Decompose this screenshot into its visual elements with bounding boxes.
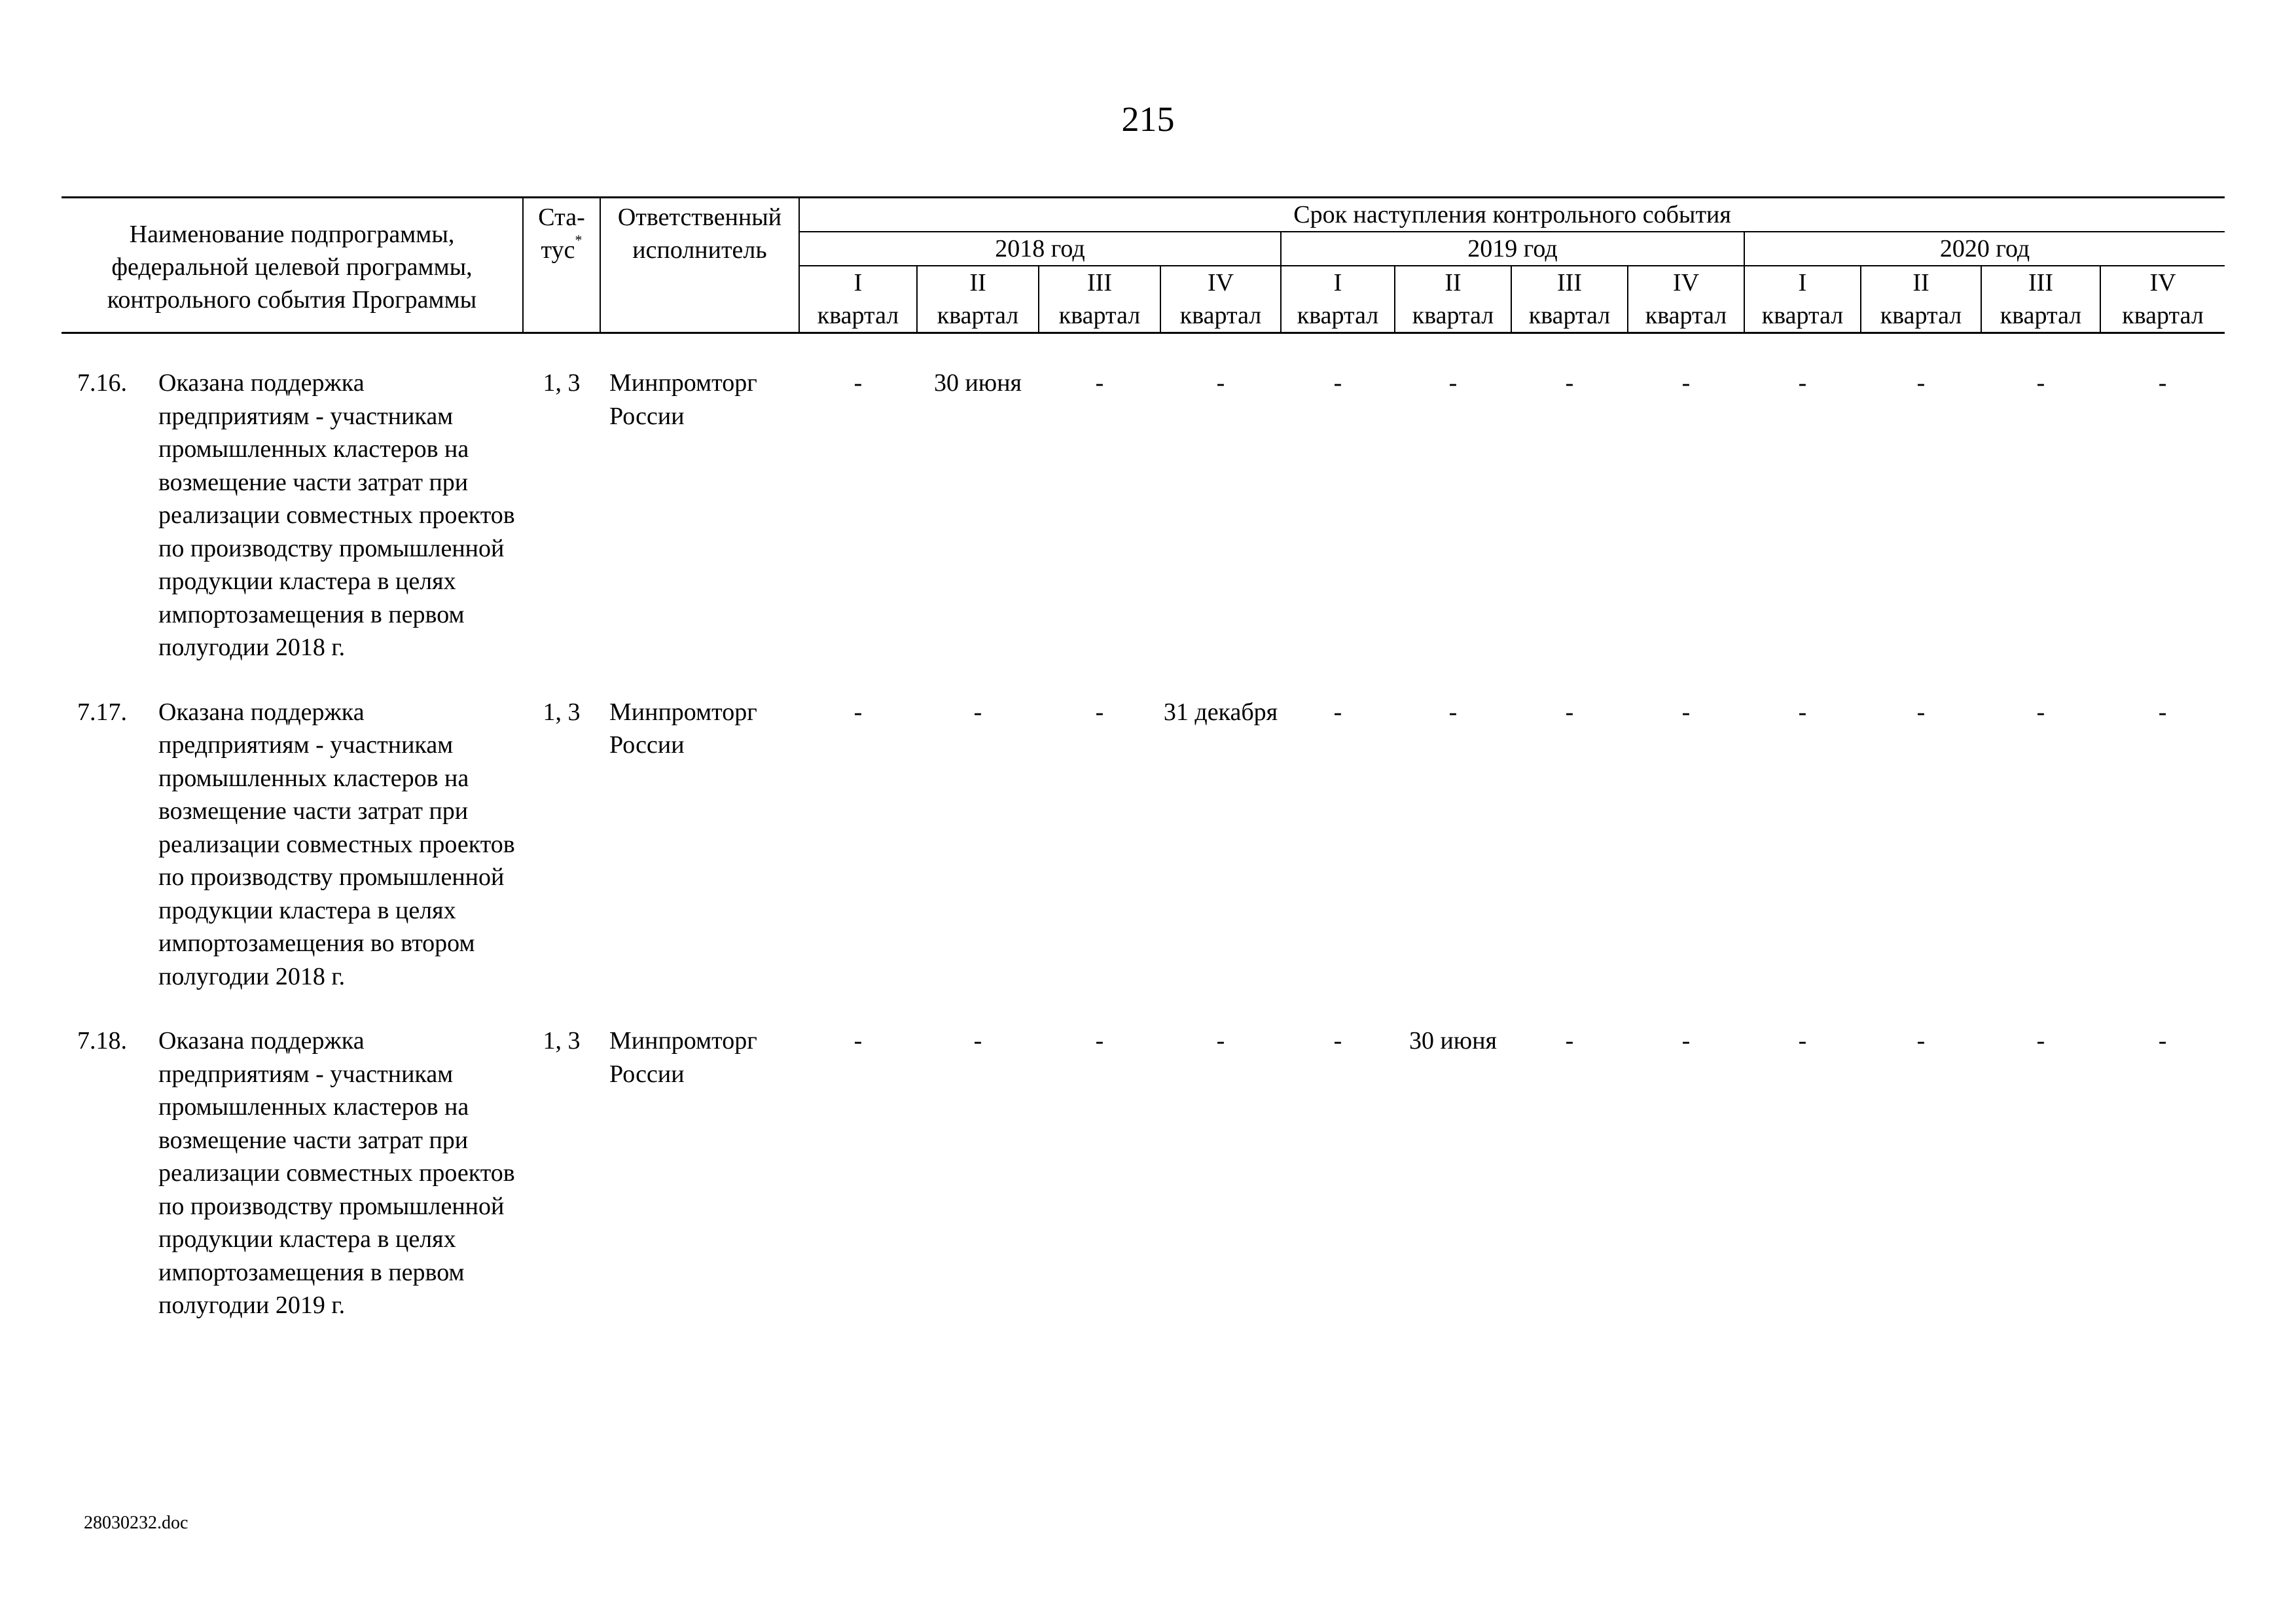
quarter-value: - [853, 698, 863, 726]
event-number: 7.18. [77, 1027, 127, 1055]
quarter-numeral: IV [2149, 269, 2176, 297]
header-quarter [1861, 266, 1981, 333]
quarter-word: квартал [2000, 302, 2082, 329]
event-name-cell [62, 664, 523, 994]
quarter-value: 30 июня [1408, 1027, 1498, 1055]
quarter-numeral: II [1444, 269, 1462, 297]
quarter-numeral: II [969, 269, 986, 297]
quarter-value: - [853, 1027, 863, 1055]
quarter-word: квартал [817, 302, 899, 329]
quarter-value: - [1916, 698, 1926, 726]
quarter-value: - [2158, 1027, 2167, 1055]
quarter-numeral: II [1912, 269, 1929, 297]
event-name-cell [62, 333, 523, 664]
quarter-word: квартал [1179, 302, 1262, 329]
header-quarter [917, 266, 1039, 333]
quarter-value: - [1333, 698, 1342, 726]
quarter-word: квартал [1058, 302, 1141, 329]
header-quarter [1160, 266, 1281, 333]
header-year-2019: 2019 год [1281, 232, 1744, 266]
quarter-word: квартал [1880, 302, 1962, 329]
quarter-value: - [1448, 698, 1458, 726]
quarter-value: - [1333, 369, 1342, 397]
quarter-value: - [1565, 369, 1574, 397]
quarter-numeral: I [1333, 269, 1342, 297]
header-name: Наименование подпрограммы, федеральной целевой программы, контрольного события Программы [62, 198, 523, 333]
event-responsible: Минпромторг России [609, 369, 757, 430]
quarter-numeral: I [1798, 269, 1807, 297]
header-year-2018: 2018 год [799, 232, 1281, 266]
quarter-numeral: III [1557, 269, 1582, 297]
header-quarter [1395, 266, 1511, 333]
header-quarter [1628, 266, 1744, 333]
quarter-value: - [1095, 369, 1104, 397]
event-status: 1, 3 [543, 369, 581, 397]
quarter-value: 30 июня [933, 369, 1022, 397]
header-quarter [799, 266, 917, 333]
header-quarter [1039, 266, 1160, 333]
header-status [523, 198, 600, 333]
header-status-footnote-mark: * [575, 232, 583, 249]
quarter-value: - [1095, 1027, 1104, 1055]
quarter-value: - [973, 698, 982, 726]
quarter-word: квартал [2122, 302, 2204, 329]
table-row [62, 333, 2225, 664]
event-name: Оказана поддержка предприятиям - участникам промышленных кластеров на возмещение части затрат при реализации совместных проектов по производству промышленной продукции кластера в целях импортозамещения во втором полугодии 2018 г. [158, 698, 515, 990]
quarter-value: - [1681, 698, 1691, 726]
header-quarter [2100, 266, 2225, 333]
header-quarter [1744, 266, 1861, 333]
event-responsible: Минпромторг России [609, 698, 757, 759]
quarter-value: - [1916, 1027, 1926, 1055]
quarter-value: - [1216, 1027, 1225, 1055]
event-responsible: Минпромторг России [609, 1027, 757, 1088]
page-number: 215 [1121, 99, 1175, 139]
event-number: 7.17. [77, 698, 127, 726]
header-responsible: Ответственный исполнитель [600, 198, 799, 333]
quarter-value: - [853, 369, 863, 397]
quarter-word: квартал [1645, 302, 1727, 329]
quarter-value: - [2158, 369, 2167, 397]
event-name: Оказана поддержка предприятиям - участникам промышленных кластеров на возмещение части затрат при реализации совместных проектов по производству промышленной продукции кластера в целях импортозамещения в первом полугодии 2019 г. [158, 1027, 515, 1319]
quarter-value: - [1448, 369, 1458, 397]
quarter-value: - [1798, 698, 1807, 726]
quarter-value: - [1565, 698, 1574, 726]
quarter-value: - [1798, 1027, 1807, 1055]
event-name: Оказана поддержка предприятиям - участникам промышленных кластеров на возмещение части затрат при реализации совместных проектов по производству промышленной продукции кластера в целях импортозамещения в первом полугодии 2018 г. [158, 369, 515, 661]
quarter-value: - [2036, 1027, 2045, 1055]
event-name-cell [62, 993, 523, 1322]
quarter-value: - [1095, 698, 1104, 726]
quarter-numeral: III [1087, 269, 1112, 297]
quarter-word: квартал [1297, 302, 1379, 329]
header-quarter [1281, 266, 1395, 333]
quarter-numeral: IV [1207, 269, 1234, 297]
event-number: 7.16. [77, 369, 127, 397]
table-row [62, 993, 2225, 1322]
control-events-table [62, 196, 2225, 1322]
quarter-value: - [1333, 1027, 1342, 1055]
event-status: 1, 3 [543, 1027, 581, 1055]
header-quarter [1511, 266, 1628, 333]
table-row [62, 664, 2225, 994]
quarter-numeral: IV [1672, 269, 1700, 297]
quarter-numeral: I [853, 269, 863, 297]
header-quarter [1981, 266, 2100, 333]
quarter-value: - [1916, 369, 1926, 397]
header-deadline-group: Срок наступления контрольного события [799, 198, 2225, 232]
quarter-value: - [2036, 698, 2045, 726]
quarter-word: квартал [1528, 302, 1611, 329]
document-id: 28030232.doc [84, 1513, 188, 1533]
quarter-value: - [2036, 369, 2045, 397]
quarter-value: - [1565, 1027, 1574, 1055]
quarter-value: - [973, 1027, 982, 1055]
control-events-table-wrapper [62, 196, 2225, 1322]
header-status-label: Ста-тус [538, 204, 585, 264]
event-status: 1, 3 [543, 698, 581, 726]
quarter-value: - [1681, 1027, 1691, 1055]
quarter-value: - [2158, 698, 2167, 726]
quarter-value: - [1798, 369, 1807, 397]
quarter-numeral: III [2028, 269, 2053, 297]
quarter-value: 31 декабря [1163, 698, 1278, 726]
header-year-2020: 2020 год [1744, 232, 2225, 266]
quarter-value: - [1216, 369, 1225, 397]
quarter-word: квартал [1412, 302, 1494, 329]
quarter-value: - [1681, 369, 1691, 397]
quarter-word: квартал [937, 302, 1019, 329]
quarter-word: квартал [1761, 302, 1844, 329]
